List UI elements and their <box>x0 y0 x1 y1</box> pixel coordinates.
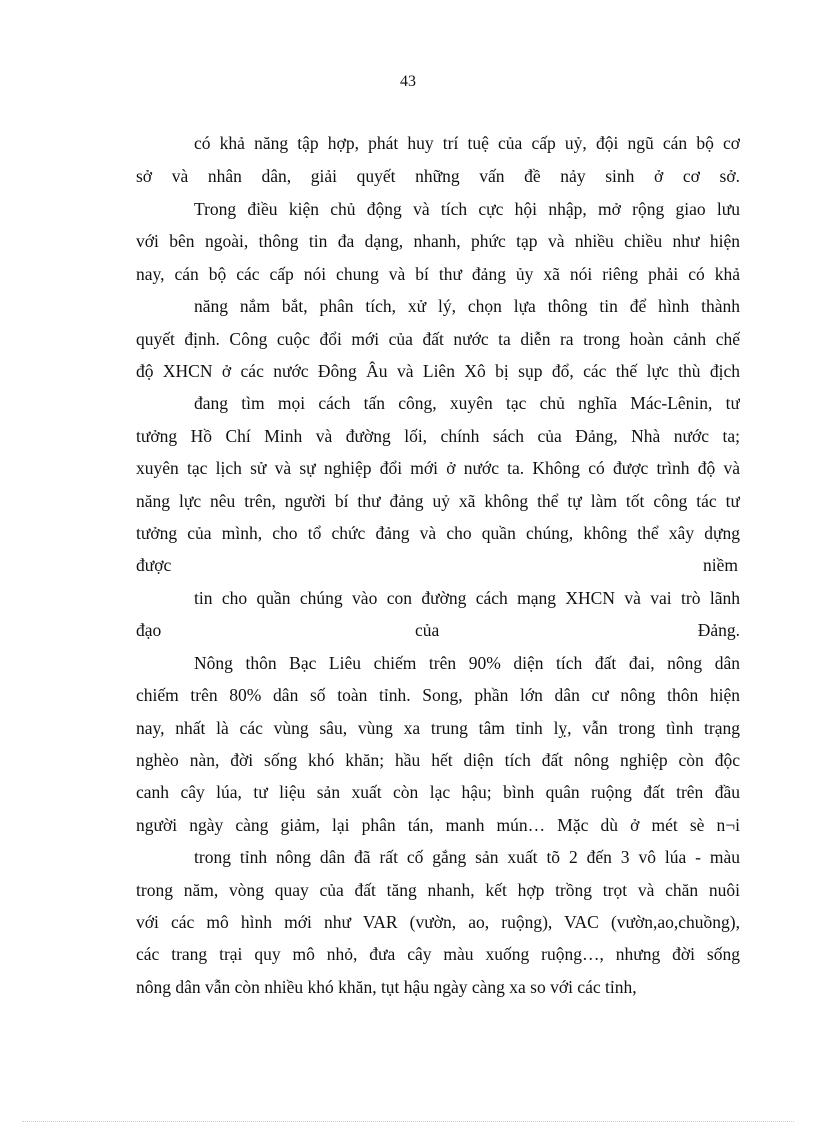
text-line: tưởng Hồ Chí Minh và đường lối, chính sách của Đảng, Nhà nước ta; <box>136 426 740 446</box>
text-line: quyết định. Công cuộc đổi mới của đất nước ta diễn ra trong hoàn cảnh chế <box>136 329 740 349</box>
text-line: xuyên tạc lịch sử và sự nghiệp đổi mới ở nước ta. Không có được trình độ và <box>136 458 740 478</box>
text-line: nghèo nàn, đời sống khó khăn; hầu hết diện tích đất nông nghiệp còn độc <box>136 750 740 770</box>
text-line: trong tỉnh nông dân đã rất cố gắng sản xuất tõ 2 đến 3 vô lúa - màu <box>194 847 740 867</box>
text-line: sở và nhân dân, giải quyết những vấn đề nảy sinh ở cơ sở. <box>136 166 740 186</box>
text-line: có khả năng tập hợp, phát huy trí tuệ của cấp uỷ, đội ngũ cán bộ cơ <box>194 133 740 153</box>
text-line: với các mô hình mới như VAR (vườn, ao, ruộng), VAC (vườn,ao,chuồng), <box>136 912 740 932</box>
text-line: người ngày càng giảm, lại phân tán, manh mún… Mặc dù ở mét sè n¬i <box>136 815 740 835</box>
page-bottom-divider <box>22 1121 794 1122</box>
text-line: đang tìm mọi cách tấn công, xuyên tạc chủ nghĩa Mác-Lênin, tư <box>194 393 740 413</box>
text-line: Trong điều kiện chủ động và tích cực hội nhập, mở rộng giao lưu <box>194 199 740 219</box>
text-line: chiếm trên 80% dân số toàn tỉnh. Song, phần lớn dân cư nông thôn hiện <box>136 685 740 705</box>
text-line: năng nắm bắt, phân tích, xử lý, chọn lựa thông tin để hình thành <box>194 296 740 316</box>
text-line: nay, cán bộ các cấp nói chung và bí thư đảng ủy xã nói riêng phải có khả <box>136 264 740 284</box>
text-fragment-dang: Đảng. <box>697 620 740 640</box>
text-fragment-duoc: được <box>136 555 172 575</box>
page-number: 43 <box>400 73 416 90</box>
text-line: tin cho quần chúng vào con đường cách mạng XHCN và vai trò lãnh <box>194 588 740 608</box>
text-line: với bên ngoài, thông tin đa dạng, nhanh, phức tạp và nhiều chiều như hiện <box>136 231 740 251</box>
text-line: tưởng của mình, cho tổ chức đảng và cho quần chúng, không thể xây dựng <box>136 523 740 543</box>
text-line: các trang trại quy mô nhỏ, đưa cây màu xuống ruộng…, nhưng đời sống <box>136 944 740 964</box>
text-line: nông dân vẫn còn nhiều khó khăn, tụt hậu ngày càng xa so với các tỉnh, <box>136 977 637 997</box>
text-line: nay, nhất là các vùng sâu, vùng xa trung tâm tỉnh lỵ, vẫn trong tình trạng <box>136 718 740 738</box>
text-line: trong năm, vòng quay của đất tăng nhanh, kết hợp trồng trọt và chăn nuôi <box>136 880 740 900</box>
text-line: năng lực nêu trên, người bí thư đảng uỷ xã không thể tự làm tốt công tác tư <box>136 491 740 511</box>
text-fragment-cua: của <box>415 620 440 640</box>
text-fragment-niem: niềm <box>703 555 738 575</box>
text-line: Nông thôn Bạc Liêu chiếm trên 90% diện tích đất đai, nông dân <box>194 653 740 673</box>
text-fragment-dao: đạo <box>136 620 162 640</box>
text-line: độ XHCN ở các nước Đông Âu và Liên Xô bị sụp đổ, các thế lực thù địch <box>136 361 740 381</box>
text-line: canh cây lúa, tư liệu sản xuất còn lạc hậu; bình quân ruộng đất trên đầu <box>136 782 740 802</box>
